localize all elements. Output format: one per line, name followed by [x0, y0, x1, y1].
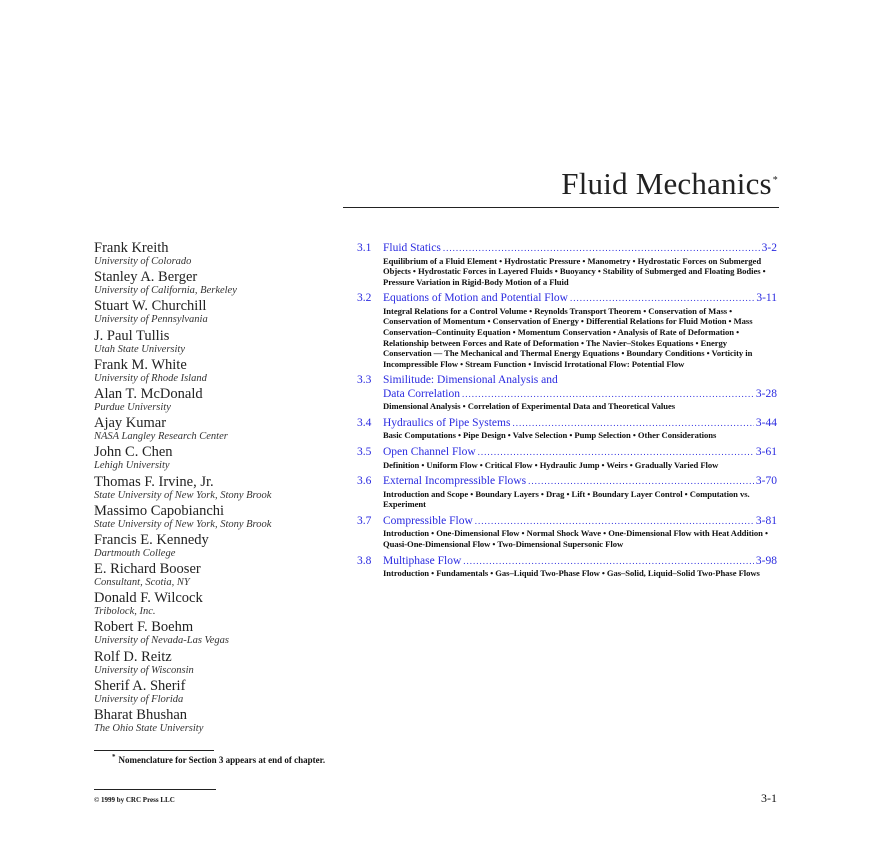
footnote-text: Nomenclature for Section 3 appears at end of chapter. [118, 755, 326, 765]
toc-section-3-5 [357, 446, 777, 475]
author-name: Donald F. Wilcock [94, 590, 203, 607]
section-page: 3-81 [755, 514, 777, 527]
author-entry [94, 590, 344, 619]
section-title: Compressible Flow [383, 514, 473, 527]
chapter-title: Fluid Mechanics* [561, 166, 778, 201]
page-number: 3-1 [761, 791, 777, 805]
title-footnote-mark: * [772, 174, 778, 186]
author-affiliation: University of Nevada-Las Vegas [94, 635, 230, 647]
author-affiliation: University of Rhode Island [94, 372, 207, 384]
toc-entry-link[interactable] [357, 446, 777, 460]
section-description: Introduction • Fundamentals • Gas–Liquid Two-Phase Flow • Gas–Solid, Liquid–Solid Two-Phase Flows [383, 568, 760, 578]
copyright-rule [94, 789, 216, 790]
section-title: Multiphase Flow [383, 554, 462, 567]
toc-section-3-1 [357, 242, 777, 292]
author-affiliation: NASA Langley Research Center [94, 431, 228, 443]
author-entry [94, 561, 344, 590]
author-name: Ajay Kumar [94, 415, 167, 432]
toc-entry-link[interactable] [357, 374, 777, 388]
author-name: Frank Kreith [94, 240, 169, 256]
author-affiliation: The Ohio State University [94, 723, 204, 734]
table-of-contents [357, 242, 777, 584]
toc-entry-link[interactable] [357, 242, 777, 256]
author-name: Sherif A. Sherif [94, 677, 186, 694]
section-description: Introduction and Scope • Boundary Layers • Drag • Lift • Boundary Layer Control • Computation vs. Experiment [383, 488, 750, 510]
author-name: J. Paul Tullis [94, 327, 170, 344]
section-number: 3.2 [357, 292, 372, 305]
section-number: 3.5 [357, 446, 372, 459]
author-name: Bharat Bhushan [94, 707, 188, 723]
author-entry [94, 444, 344, 473]
section-page: 3-98 [755, 554, 777, 567]
author-affiliation: Consultant, Scotia, NY [94, 577, 190, 589]
author-entry [94, 386, 344, 415]
author-name: E. Richard Booser [94, 561, 201, 578]
dot-leader [570, 292, 754, 306]
toc-section-3-8 [357, 555, 777, 584]
author-name: Stuart W. Churchill [94, 298, 207, 315]
section-description: Definition • Uniform Flow • Critical Flow • Hydraulic Jump • Weirs • Gradually Varied Flow [383, 459, 719, 470]
toc-section-3-7 [357, 515, 777, 555]
toc-entry-link[interactable] [357, 292, 777, 306]
dot-leader [463, 555, 754, 569]
author-affiliation: University of Florida [94, 693, 184, 705]
toc-entry-link[interactable] [357, 555, 777, 569]
footnote-mark: * [112, 753, 116, 761]
dot-leader [478, 446, 754, 460]
author-name: Frank M. White [94, 356, 187, 373]
author-affiliation: Purdue University [94, 401, 171, 413]
author-affiliation: State University of New York, Stony Brook [94, 518, 272, 530]
author-affiliation: University of Colorado [94, 256, 192, 267]
author-name: Robert F. Boehm [94, 619, 194, 636]
footnote-rule [94, 750, 214, 751]
toc-entry-link[interactable] [357, 475, 777, 489]
author-name: Rolf D. Reitz [94, 648, 172, 665]
author-entry [94, 532, 344, 561]
section-page: 3-44 [755, 416, 777, 429]
author-name: Stanley A. Berger [94, 269, 198, 286]
dot-leader [528, 475, 754, 489]
author-name: Massimo Capobianchi [94, 502, 225, 519]
section-title: External Incompressible Flows [383, 475, 527, 488]
author-name: Alan T. McDonald [94, 385, 203, 402]
copyright-notice: © 1999 by CRC Press LLC [94, 796, 175, 804]
section-description: Integral Relations for a Control Volume • Reynolds Transport Theorem • Conservation of Mass • Conservation of Momentum • Conservation of Energy • Differential Relations for Fluid Motion • Mass Conservation–Continuity Equation • Momentum Conservation • Analysis of Rate of Deformation • Relationship between Forces and Rate of Deformation • The Navier–Stokes Equations • Energy Conservation — The Mechanical and Thermal Energy Equations • Boundary Conditions • Vorticity in Incompressible Flow • Stream Function • Inviscid Irrotational Flow: Potential Flow [383, 305, 753, 369]
footnote [112, 753, 325, 765]
section-title: Equations of Motion and Potential Flow [383, 292, 568, 305]
toc-section-3-3 [357, 374, 777, 417]
dot-leader [462, 388, 754, 402]
section-description: Introduction • One-Dimensional Flow • Normal Shock Wave • One-Dimensional Flow with Heat Addition • Quasi-One-Dimensional Flow • Two-Dimensional Supersonic Flow [383, 528, 768, 549]
author-name: Francis E. Kennedy [94, 531, 209, 548]
author-affiliation: University of Pennsylvania [94, 314, 208, 326]
author-entry [94, 619, 344, 648]
author-entry [94, 503, 344, 532]
section-description: Equilibrium of a Fluid Element • Hydrostatic Pressure • Manometry • Hydrostatic Forces on Submerged Objects • Hydrostatic Forces in Layered Fluids • Buoyancy • Stability of Submerged and Floating Bodies • Pressure Variation in Rigid-Body Motion of a Fluid [383, 255, 766, 287]
author-affiliation: Dartmouth College [94, 547, 176, 559]
section-title: Open Channel Flow [383, 446, 476, 459]
author-affiliation: University of California, Berkeley [94, 285, 237, 297]
title-rule [343, 207, 779, 208]
author-entry [94, 357, 344, 386]
author-name: John C. Chen [94, 444, 173, 461]
dot-leader [443, 242, 760, 256]
section-page: 3-2 [761, 242, 777, 254]
author-entry [94, 649, 344, 678]
author-entry [94, 298, 344, 327]
author-entry [94, 240, 344, 269]
toc-section-3-4 [357, 417, 777, 446]
toc-entry-link-continued[interactable] [357, 388, 777, 402]
section-number: 3.6 [357, 475, 372, 488]
section-number: 3.3 [357, 374, 372, 387]
section-title: Fluid Statics [383, 242, 441, 254]
section-title: Hydraulics of Pipe Systems [383, 416, 511, 429]
section-page: 3-28 [755, 387, 777, 400]
section-description: Dimensional Analysis • Correlation of Experimental Data and Theoretical Values [383, 401, 676, 412]
author-list [94, 240, 344, 736]
author-name: Thomas F. Irvine, Jr. [94, 473, 214, 490]
author-affiliation: University of Wisconsin [94, 664, 194, 676]
dot-leader [512, 417, 753, 431]
toc-entry-link[interactable] [357, 417, 777, 431]
section-title-line-1: Similitude: Dimensional Analysis and [383, 374, 558, 387]
author-entry [94, 269, 344, 298]
section-page: 3-61 [755, 446, 777, 459]
author-entry [94, 707, 344, 736]
section-title-line-2: Data Correlation [383, 387, 460, 400]
section-number: 3.4 [357, 416, 372, 429]
author-entry [94, 415, 344, 444]
toc-section-3-2 [357, 292, 777, 374]
author-affiliation: State University of New York, Stony Brook [94, 489, 272, 501]
author-affiliation: Lehigh University [94, 460, 170, 472]
author-entry [94, 474, 344, 503]
section-number: 3.8 [357, 554, 372, 567]
section-page: 3-70 [755, 475, 777, 488]
author-entry [94, 328, 344, 357]
section-page: 3-11 [756, 292, 777, 305]
toc-entry-link[interactable] [357, 515, 777, 529]
section-description: Basic Computations • Pipe Design • Valve Selection • Pump Selection • Other Considerations [383, 430, 717, 441]
author-affiliation: Tribolock, Inc. [94, 606, 156, 618]
author-entry [94, 678, 344, 707]
toc-section-3-6 [357, 475, 777, 515]
author-affiliation: Utah State University [94, 343, 185, 355]
section-number: 3.1 [357, 242, 372, 254]
section-number: 3.7 [357, 514, 372, 527]
dot-leader [475, 515, 754, 529]
